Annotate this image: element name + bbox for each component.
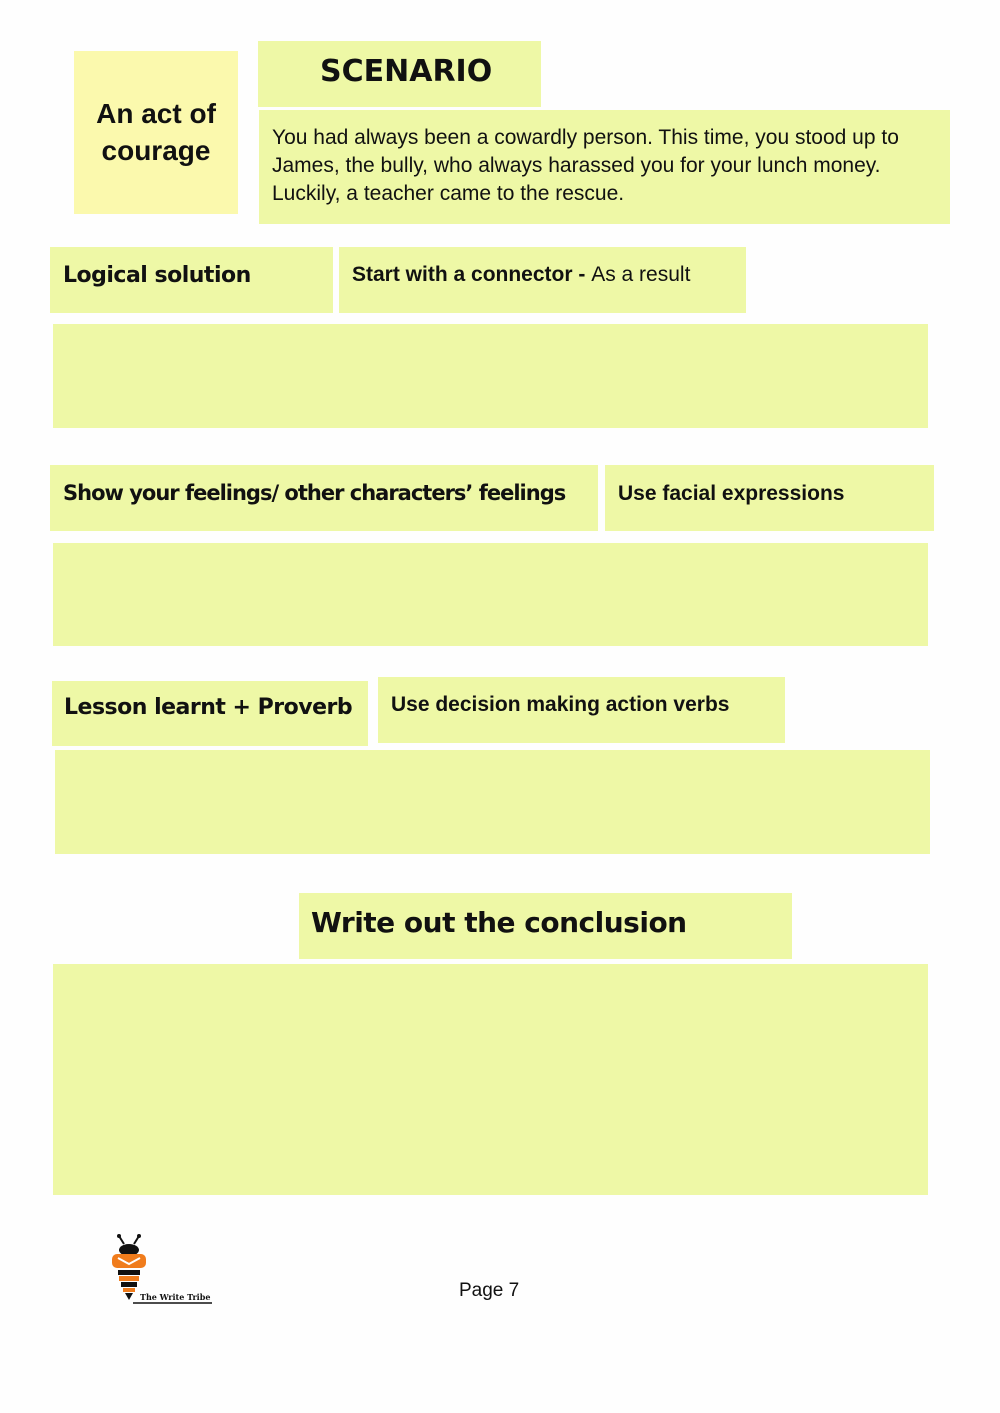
- hint-logical-plain: As a result: [591, 263, 691, 286]
- section-heading-box-logical: [50, 247, 333, 313]
- hint-feelings: [618, 482, 844, 506]
- hint-feelings-bold: Use facial expressions: [618, 482, 845, 505]
- scenario-heading: SCENARIO: [320, 54, 493, 89]
- answer-field-lesson[interactable]: [55, 750, 930, 854]
- logo-text: The Write Tribe: [140, 1292, 211, 1302]
- page-number: Page 7: [459, 1280, 520, 1301]
- section-heading-box-feelings: [50, 465, 598, 531]
- hint-box-logical: [339, 247, 746, 313]
- scenario-heading-box: [258, 41, 541, 107]
- conclusion-heading-box: [299, 893, 792, 959]
- hint-logical-bold: Start with a connector -: [352, 263, 592, 286]
- section-heading-logical: Logical solution: [63, 263, 251, 288]
- scenario-text: You had always been a cowardly person. This time, you stood up to James, the bully, who always harassed you for your lunch money. Luckily, a teacher came to the rescue.: [272, 126, 899, 205]
- answer-field-conclusion[interactable]: [53, 964, 928, 1195]
- conclusion-heading: Write out the conclusion: [311, 906, 687, 939]
- answer-field-logical[interactable]: [53, 324, 928, 428]
- answer-field-feelings[interactable]: [53, 543, 928, 646]
- write-tribe-logo: [104, 1234, 216, 1308]
- hint-box-lesson: [378, 677, 785, 743]
- hint-logical: [352, 263, 690, 287]
- section-heading-box-lesson: [52, 681, 368, 746]
- activity-title: An act of courage: [96, 98, 216, 166]
- scenario-text-box: [259, 110, 950, 224]
- title-card: [74, 51, 238, 214]
- hint-lesson: [391, 693, 729, 717]
- section-heading-feelings: Show your feelings/ other characters’ feelings: [63, 481, 566, 505]
- section-heading-lesson: Lesson learnt + Proverb: [64, 695, 353, 720]
- hint-lesson-bold: Use decision making action verbs: [391, 693, 730, 716]
- hint-box-feelings: [605, 465, 934, 531]
